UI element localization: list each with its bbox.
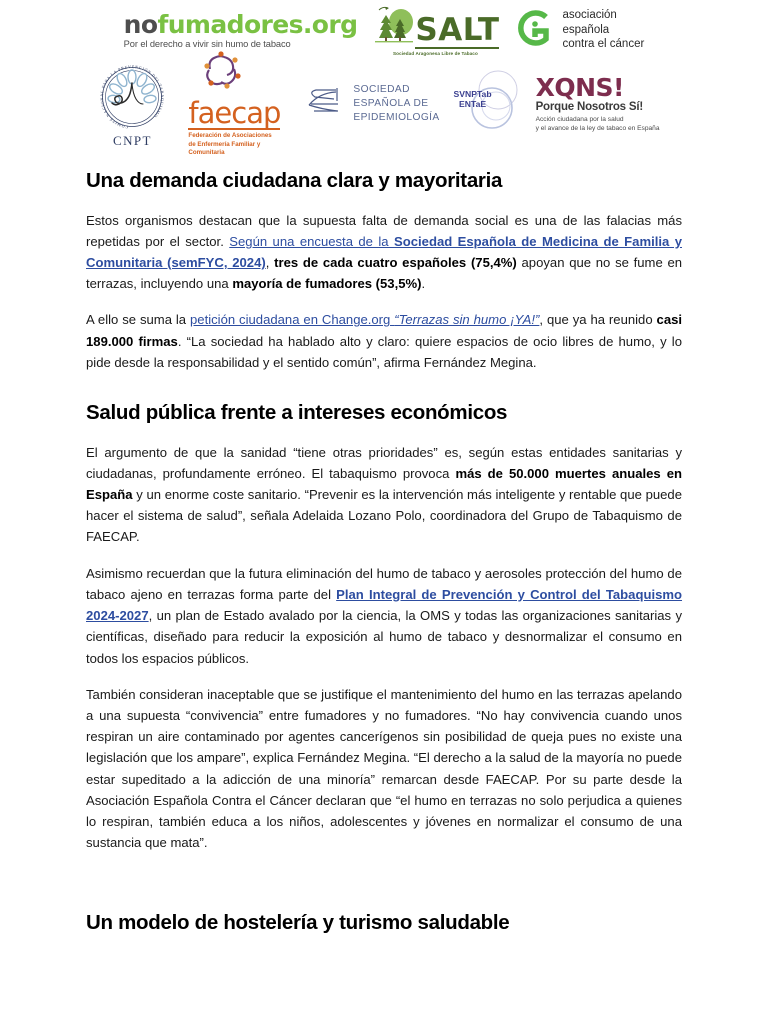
logo-faecap — [188, 51, 296, 158]
nofumadores-word-org: .org — [302, 9, 358, 39]
link-change-italic-title: “Terrazas sin humo ¡YA!” — [394, 312, 540, 328]
svnpt-line-1: SVNPTab — [453, 89, 492, 99]
faecap-circle-emblem-icon — [188, 51, 260, 100]
logo-sociedad-espanola-epidemiologia — [306, 83, 439, 124]
p2-text-intro: A ello se suma la — [86, 312, 191, 328]
article-body — [86, 148, 682, 936]
nofumadores-word-fumadores: fumadores — [157, 9, 303, 39]
faecap-wordmark: faecap — [188, 95, 281, 130]
salt-trees-icon — [371, 4, 415, 49]
aecc-line-3: contra el cáncer — [562, 38, 645, 51]
link-change-org-peticion[interactable] — [190, 312, 539, 327]
page-title-modelo-hosteleria: Un modelo de hostelería y turismo saludable — [86, 911, 510, 935]
p1-text-sep: , — [265, 255, 275, 271]
nofumadores-word-no: no — [123, 9, 158, 39]
link-change-plain: petición ciudadana en Change.org — [190, 312, 395, 328]
link-semfyc-plain: Según una encuesta de la — [229, 233, 395, 249]
faecap-subtitle-line-1: Federación de Asociaciones — [188, 132, 272, 140]
paragraph-convivencia: También consideran inaceptable que se justifique el mantenimiento del humo en las terrazas apelando a una supuesta “convivencia” entre fumadores y no fumadores. “No hay convivencia cuando unos respiran un aire contaminado por agentes cancerígenos sin posibilidad de queja pues no existe una legislación que los ampare”, explica Fernández Megina. “El derecho a la salud de la mayoría no puede estar supeditado a la adicción de una minoría” remarcan desde FAECAP. Por su parte desde la Asociación Española Contra el Cáncer declaran que “el humo en terrazas no solo perjudica a quienes lo respiran, también educa a los niños, adolescentes y jóvenes en normalizar el consumo de una sustancia que mata”. — [86, 686, 682, 851]
p3-bold-muertes-anuales: más de 50.000 muertes anuales en España — [86, 465, 682, 503]
p1-text-intro: Estos organismos destacan que la supuesta falta de demanda social es una de las falacias más repetidas por el sector. — [86, 212, 682, 249]
page-title-salud-publica: Salud pública frente a intereses económicos — [86, 401, 508, 425]
see-name-text — [353, 83, 439, 124]
p2-text-end: . “La sociedad ha hablado alto y claro: quiere espacios de ocio libres de humo, y lo pide desde la responsabilidad y el sentido común”, afirma Fernández Megina. — [86, 333, 682, 370]
cnpt-emblem-icon — [91, 60, 173, 137]
logo-nofumadores-org — [123, 9, 358, 49]
p4-text-end: , un plan de Estado avalado por la ciencia, la OMS y todas las organizaciones sanitarias y científicas, diseñado para reducir la exposición al humo de tabaco y desnormalizar el consumo en todos los espacios públicos. — [86, 608, 682, 666]
logo-row-secondary — [0, 60, 768, 156]
faecap-subtitle-line-3: Comunitaria — [188, 148, 225, 156]
see-monogram-icon — [306, 84, 346, 123]
faecap-subtitle — [188, 132, 271, 157]
logo-row-primary — [0, 4, 768, 56]
nofumadores-wordmark — [123, 9, 358, 39]
see-line-2: ESPAÑOLA DE — [353, 98, 429, 110]
xqns-description-line-2: y el avance de la ley de tabaco en España — [535, 125, 660, 132]
logo-asociacion-espanola-contra-el-cancer — [513, 7, 644, 54]
p1-text-mid: apoyan que no se fume en terrazas, incluyendo una — [86, 255, 683, 292]
page-title-demanda-ciudadana: Una demanda ciudadana clara y mayoritaria — [86, 169, 503, 192]
salt-logo-main — [371, 4, 499, 49]
xqns-subtitle: Porque Nosotros Sí! — [535, 100, 643, 113]
logo-xqns — [535, 72, 682, 133]
paragraph-demanda-encuesta — [86, 210, 682, 295]
logo-cnpt — [86, 60, 178, 149]
p3-text-intro: El argumento de que la sanidad “tiene otras prioridades” es, según estas entidades sanitarias y ciudadanas, profundamente erróneo. El tabaquismo provoca — [86, 444, 682, 481]
logo-header-band — [0, 0, 768, 156]
p3-text-end: y un enorme coste sanitario. “Prevenir es la intervención más inteligente y rentable que puede hacer el sistema de salud”, señala Adelaida Lozano Polo, coordinadora del Grupo de Tabaquismo de FAECAP. — [86, 487, 682, 545]
xqns-wordmark: XQNS! — [535, 72, 624, 102]
cnpt-wordmark: CNPT — [113, 132, 152, 148]
p1-text-end: . — [421, 276, 426, 292]
paragraph-argumento-sanidad — [86, 442, 682, 548]
salt-wordmark: SALT — [415, 12, 500, 48]
aecc-line-2: española — [562, 23, 610, 36]
aecc-line-1: asociación — [562, 8, 617, 21]
svnpt-line-2: ENTaE — [459, 98, 487, 109]
p2-bold-firmas: casi 189.000 firmas — [86, 312, 683, 349]
logo-salt — [371, 4, 499, 56]
aecc-c-mark-icon — [513, 7, 555, 54]
see-line-3: EPIDEMIOLOGÍA — [353, 111, 440, 123]
logo-svnptab-entae — [450, 68, 526, 140]
xqns-description — [536, 115, 682, 133]
xqns-description-line-1: Acción ciudadana por la salud — [535, 115, 624, 123]
see-line-1: SOCIEDAD — [353, 84, 410, 96]
svnpt-wordmark — [452, 90, 494, 110]
link-semfyc-bold: Sociedad Española de Medicina de Familia y Comunitaria (semFYC, 2024) — [86, 233, 682, 271]
nofumadores-tagline: Por el derecho a vivir sin humo de tabaco — [123, 38, 291, 49]
p2-text-sep: , que ya ha reunido — [539, 312, 657, 328]
p1-bold-mayoria-fumadores: mayoría de fumadores (53,5%) — [232, 276, 422, 292]
p4-text-intro: Asimismo recuerdan que la futura eliminación del humo de tabaco y aerosoles protección del humo de tabaco ajeno en terrazas forma parte del — [86, 565, 682, 602]
paragraph-peticion-change-org — [86, 309, 682, 373]
faecap-subtitle-line-2: de Enfermería Familiar y — [188, 140, 261, 148]
p1-bold-tres-de-cada-cuatro: tres de cada cuatro españoles (75,4%) — [274, 255, 517, 271]
svg-text:COMITÉ NACIONAL PARA LA PREVEN: COMITÉ NACIONAL PARA LA PREVENCIÓN DEL TABAQUISMO — [99, 63, 166, 130]
paragraph-plan-integral — [86, 563, 682, 669]
aecc-name-text — [562, 8, 644, 52]
link-plan-integral-tabaquismo[interactable]: Plan Integral de Prevención y Control del Tabaquismo 2024-2027 — [86, 586, 683, 624]
salt-subtitle: Sociedad Aragonesa Libre de Tabaco — [393, 51, 478, 56]
